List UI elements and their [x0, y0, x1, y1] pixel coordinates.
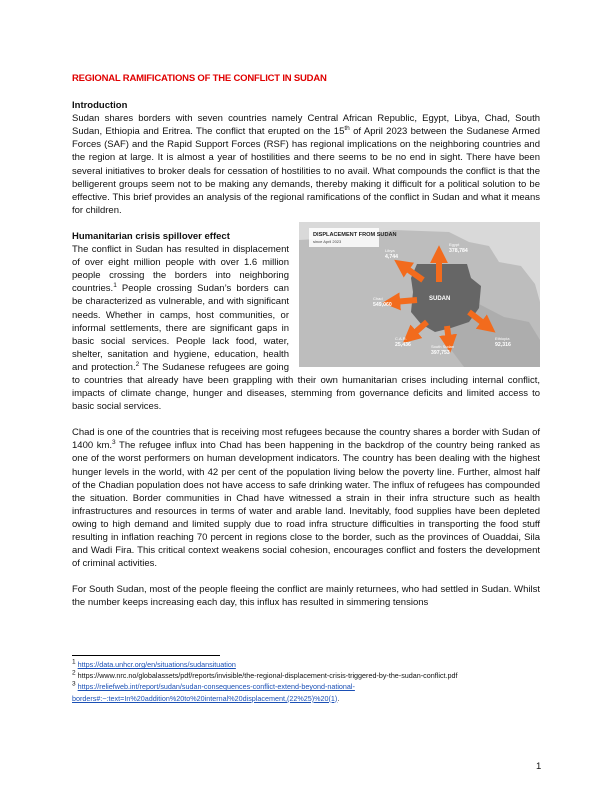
- map-region-value: 92,316: [495, 341, 511, 348]
- footnote-ref-1[interactable]: 1: [113, 282, 117, 290]
- footnote-num: 2: [72, 669, 76, 677]
- footnotes: [72, 659, 542, 704]
- map-region-name: Chad: [373, 295, 383, 301]
- arrow-chad: [393, 300, 417, 302]
- footnote-text-2: https://www.nrc.no/globalassets/pdf/reports/invisible/the-regional-displacement-crisis-triggered-by-the-sudan-conflict.pdf: [77, 671, 458, 681]
- map-region-value: 397,753: [431, 349, 450, 356]
- map-region-name: South Sudan: [431, 343, 455, 349]
- footnote-3: [72, 681, 542, 703]
- document-body: [72, 72, 540, 609]
- intro-text-a: Sudan shares borders with seven countries namely Central African Republic, Egypt, Libya, Chad, South Sudan, Ethiopia and Eritrea. The conflict that erupted on the 15: [72, 113, 540, 138]
- map-region-name: Ethiopia: [495, 335, 510, 341]
- spillover-text-c: The Sudanese refugees are going to countries that already have been grappling with their own humanitarian crises including internal conflict, impacts of climate change, hunger and diseases, stemming from governance deficits and limited access to basic social services.: [72, 361, 540, 413]
- intro-text-b: of April 2023 between the Sudanese Armed Forces (SAF) and the Rapid Support Forces (RSF) has regional implications on the neighboring countries and the region at large. It is almost a year of hostilities and there seems to be no end in sight. There have been several initiatives to broker deals for cessation of hostilities to no avail. What compounds the conflict is that the belligerent groups seem not to be making any demands, thereby making it difficult for a political solution to be effective. This brief provides an analysis of the regional ramifications of the conflict in Sudan and what it means for children.: [72, 126, 540, 216]
- map-title: DISPLACEMENT FROM SUDAN: [313, 231, 397, 238]
- ordinal-suffix: th: [344, 125, 350, 133]
- map-region-value: 4,744: [385, 253, 398, 260]
- intro-heading: Introduction: [72, 100, 128, 112]
- footnote-3-period: .: [337, 693, 340, 703]
- south-sudan-paragraph: For South Sudan, most of the people fleeing the conflict are mainly returnees, who had settled in Sudan. Whilst the number keeps increasing each day, this influx has resulted in simmering tensions: [72, 584, 540, 609]
- map-region-value: 549,060: [373, 301, 392, 308]
- footnote-link-3[interactable]: https://reliefweb.int/report/sudan/sudan-consequences-conflict-extend-beyond-national-borders#:~:text=In%20addition%20to%20internal%20displacement,(22%25)%20(1): [72, 682, 355, 703]
- chad-paragraph: [72, 426, 540, 570]
- map-region-value: 378,784: [449, 247, 468, 254]
- footnote-separator: [72, 655, 220, 656]
- spillover-text-b: People crossing Sudan’s borders can be characterized as vulnerable, and with significant needs. Whether in camps, host communities, or informal settlements, there are significant gaps in basic social services. People lack food, water, shelter, sanitation and hygiene, education, health and protection.: [72, 283, 289, 373]
- footnote-ref-3[interactable]: 3: [112, 439, 116, 447]
- map-subtitle: since April 2023: [313, 238, 342, 244]
- footnote-num: 1: [72, 658, 76, 666]
- map-region-name: C.A.R.: [395, 335, 407, 341]
- spillover-heading: Humanitarian crisis spillover effect: [72, 230, 230, 242]
- chad-text-b: The refugee influx into Chad has been happening in the backdrop of the country being ranked as one of the worst performers on human development indicators. The country has been dealing with the highest hunger levels in the world, with 42 per cent of the population living below the poverty line. Further, almost half of the Chadian population does not have access to safe drinking water. The influx of refugees has compounded the situation. Border communities in Chad have witnessed a strain in their infra structure such as health infrastructures and resources in terms of water and arable land. Inevitably, food supplies have been depleted owing to high demand and limited supply due to road infra structure difficulties in transporting the food stuff resulting in inflation reaching 70 percent in regions close to the border, such as the provinces of Ouaddai, Sila and Wadi Fira. This critical context weakens social cohesion, encourages conflict and fosters the development of criminal activities.: [72, 440, 540, 570]
- arrow-south-sudan: [447, 326, 449, 342]
- page-number: 1: [536, 761, 542, 772]
- footnote-ref-2[interactable]: 2: [135, 360, 140, 368]
- map-region-name: Libya: [385, 247, 395, 253]
- footnote-2: [72, 670, 542, 681]
- intro-paragraph: [72, 112, 540, 217]
- displacement-map: [299, 222, 540, 367]
- map-region-value: 25,436: [395, 341, 411, 348]
- footnote-link-1[interactable]: https://data.unhcr.org/en/situations/sudansituation: [77, 660, 236, 669]
- footnote-1: [72, 659, 542, 670]
- map-center-label: SUDAN: [429, 295, 451, 302]
- footnote-num: 3: [72, 681, 76, 689]
- map-region-name: Egypt: [449, 241, 460, 247]
- chad-text-a: Chad is one of the countries that is receiving most refugees because the country shares a border with Sudan of 1400 km.: [72, 427, 540, 452]
- spillover-text-a: The conflict in Sudan has resulted in displacement of over eight million people with over 1.6 million people crossing the borders into neighboring countries.: [72, 244, 289, 295]
- document-title: REGIONAL RAMIFICATIONS OF THE CONFLICT IN SUDAN: [72, 73, 327, 84]
